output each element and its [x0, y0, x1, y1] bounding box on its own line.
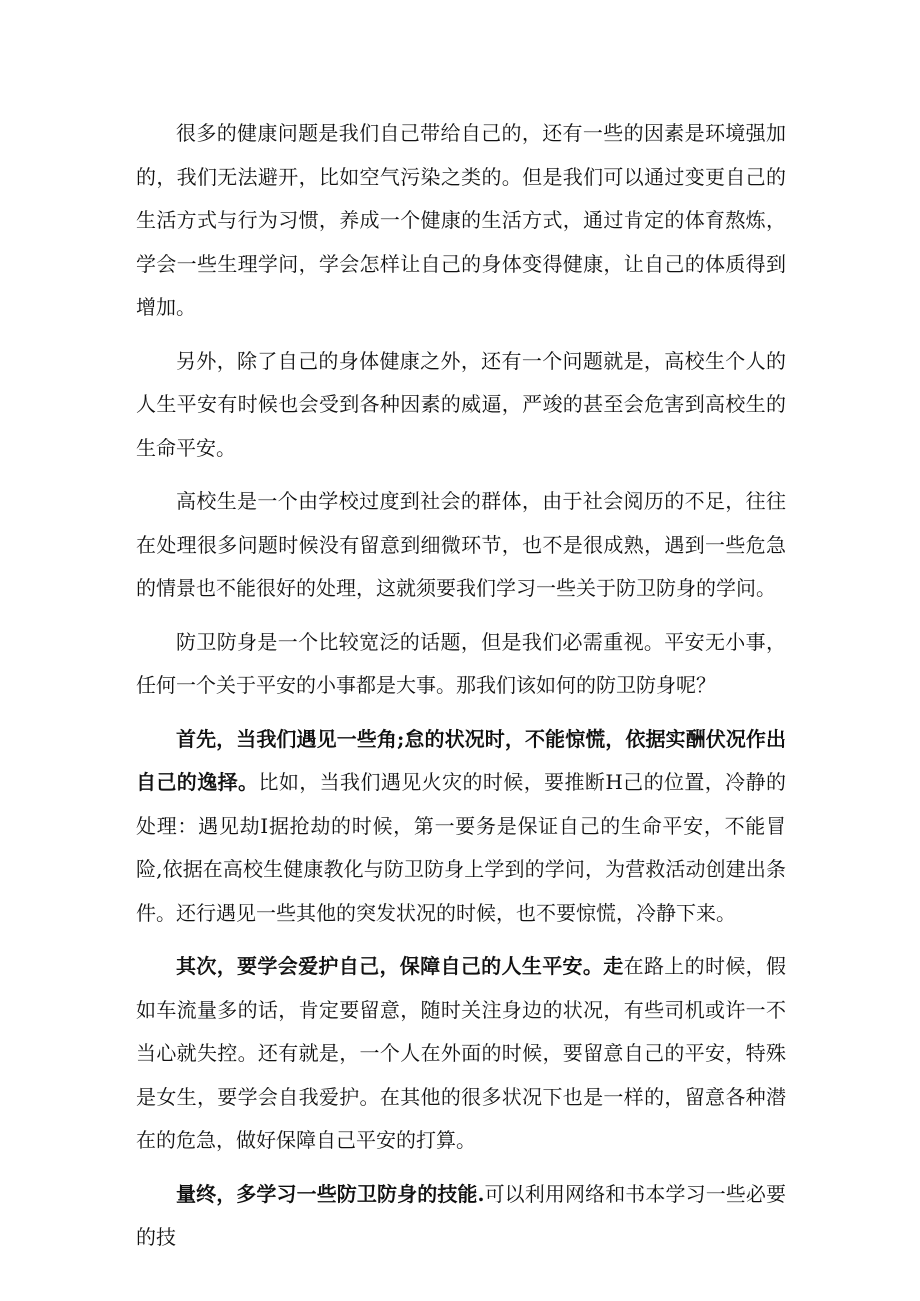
paragraph-lead: 首先，当我们遇见一些角;怠的状况时，不能惊慌，依据实酬伏况作出自己的逸择。: [136, 726, 786, 794]
paragraph-text: 防卫防身是一个比较宽泛的话题，但是我们必需重视。平安无小事，任何一个关于平安的小事都是大事。那我们该如何的防卫防身呢？: [136, 629, 786, 697]
paragraph-5: [136, 718, 786, 936]
paragraph-text: 比如，当我们遇见火灾的时候，要推断H己的位置，冷静的处理：遇见劫I据抢劫的时候，第一要务是保证自己的生命平安，不能冒险,依据在高校生健康教化与防卫防身上学到的学问，为营救活动创建出条件。还行遇见一些其他的突发状况的时候，也不要惊慌，冷静下来。: [136, 770, 786, 925]
paragraph-6: [136, 945, 786, 1163]
paragraph-7: [136, 1173, 786, 1260]
paragraph-text: 高校生是一个由学校过度到社会的群体，由于社会阅历的不足，往往在处理很多问题时候没有留意到细微环节，也不是很成熟，遇到一些危急的情景也不能很好的处理，这就须要我们学习一些关于防卫防身的学问。: [136, 489, 786, 600]
paragraph-3: [136, 480, 786, 611]
paragraph-lead: 其次，要学会爱护自己，保障自己的人生平安。走: [176, 954, 624, 978]
paragraph-1: [136, 112, 786, 330]
paragraph-text: 在路上的时候，假如车流量多的话，肯定要留意，随时关注身边的状况，有些司机或许一不当心就失控。还有就是，一个人在外面的时候，要留意自己的平安，特殊是女生，要学会自我爱护。在其他的很多状况下也是一样的，留意各种潜在的危急，做好保障自己平安的打算。: [136, 954, 787, 1152]
paragraph-text: 另外，除了自己的身体健康之外，还有一个问题就是，高校生个人的人生平安有时候也会受到各种因素的威逼，严竣的甚至会危害到高校生的生命平安。: [136, 348, 786, 460]
paragraph-text: 可以利用网络和书本学习一些必要的技: [136, 1181, 786, 1249]
paragraph-lead: 量终，多学习一些防卫防身的技能.: [176, 1181, 485, 1206]
paragraph-text: 很多的健康问题是我们自己带给自己的，还有一些的因素是环境强加的，我们无法避开，比如空气污染之类的。但是我们可以通过变更自己的生活方式与行为习惯，养成一个健康的生活方式，通过肯定的体育熬炼，学会一些生理学问，学会怎样让自己的身体变得健康，让自己的体质得到增加。: [136, 121, 786, 319]
paragraph-2: [136, 340, 786, 471]
paragraph-4: [136, 621, 786, 708]
document-body: [136, 112, 786, 1270]
